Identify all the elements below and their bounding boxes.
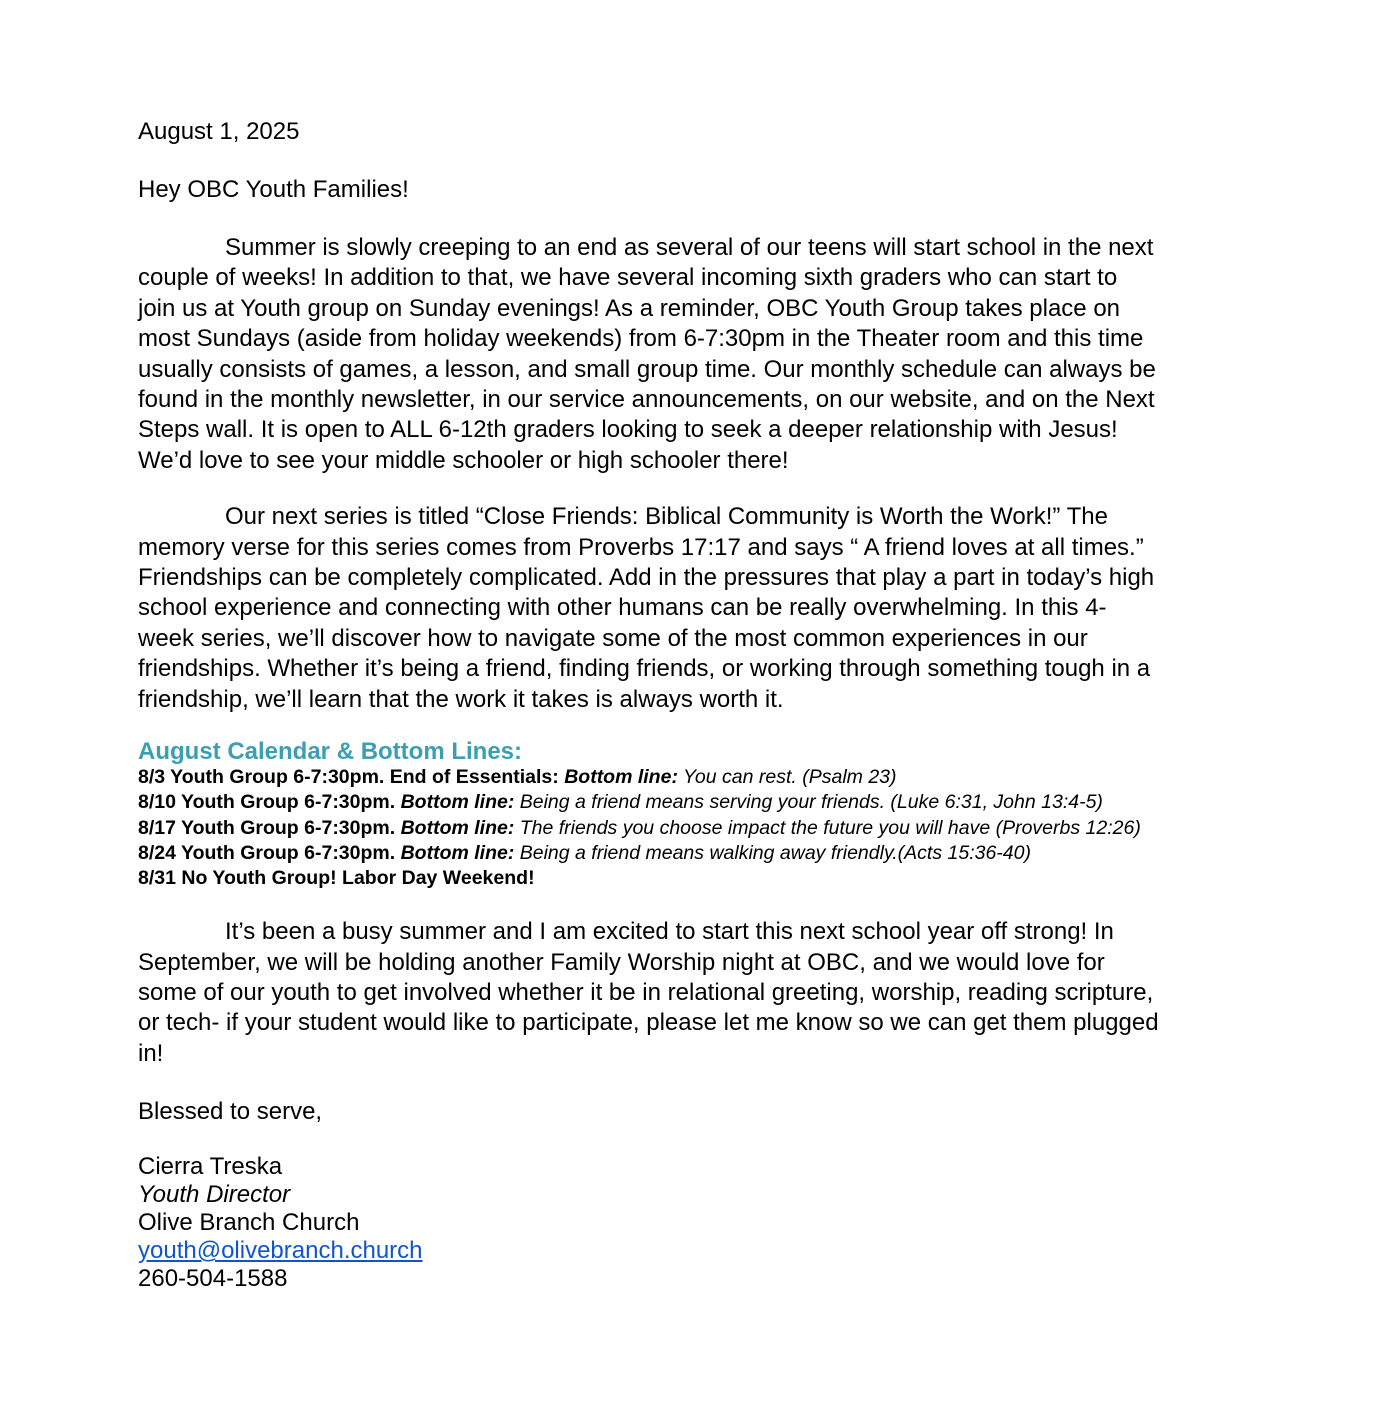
calendar-item-lead: 8/31 No Youth Group! Labor Day Weekend! (138, 866, 535, 889)
calendar-item (138, 765, 1278, 790)
calendar-item (138, 816, 1278, 841)
paragraph-line: found in the monthly newsletter, in our service announcements, on our website, and on the Next (138, 386, 1155, 414)
letter-closing: Blessed to serve, (138, 1098, 323, 1126)
calendar-list (138, 765, 1278, 891)
paragraph-line: Steps wall. It is open to ALL 6-12th graders looking to seek a deeper relationship with Jesus! (138, 416, 1118, 444)
paragraph-line: usually consists of games, a lesson, and small group time. Our monthly schedule can always be (138, 355, 1156, 383)
calendar-heading: August Calendar & Bottom Lines: (138, 738, 523, 766)
calendar-item (138, 841, 1278, 866)
paragraph-line: memory verse for this series comes from Proverbs 17:17 and says “ A friend loves at all times.” (138, 533, 1144, 561)
bottom-line-text: Being a friend means walking away friendly.(Acts 15:36-40) (514, 841, 1031, 864)
bottom-line-label: Bottom line: (400, 791, 515, 814)
bottom-line-label: Bottom line: (564, 766, 678, 789)
signature-title: Youth Director (138, 1181, 291, 1209)
paragraph-line: couple of weeks! In addition to that, we have several incoming sixth graders who can start to (138, 264, 1118, 292)
calendar-item (138, 790, 1278, 815)
letter-date: August 1, 2025 (138, 118, 300, 145)
calendar-item-lead: 8/10 Youth Group 6-7:30pm. (138, 791, 401, 814)
paragraph-intro (138, 233, 1278, 476)
bottom-line-text: Being a friend means serving your friends. (Luke 6:31, John 13:4-5) (514, 791, 1103, 814)
signature-phone: 260-504-1588 (138, 1265, 288, 1293)
paragraph-line: week series, we’ll discover how to navigate some of the most common experiences in our (138, 624, 1088, 652)
bottom-line-label: Bottom line: (400, 816, 515, 839)
letter (138, 117, 1278, 1293)
calendar-item-lead: 8/3 Youth Group 6-7:30pm. End of Essentials: (138, 766, 565, 789)
calendar-item-lead: 8/17 Youth Group 6-7:30pm. (138, 816, 401, 839)
bottom-line-text: The friends you choose impact the future you will have (Proverbs 12:26) (514, 816, 1141, 839)
signature-block (138, 1153, 1278, 1293)
paragraph-line: most Sundays (aside from holiday weekends) from 6-7:30pm in the Theater room and this time (138, 325, 1144, 353)
email-link[interactable]: youth@olivebranch.church (138, 1237, 423, 1265)
paragraph-line: school experience and connecting with other humans can be really overwhelming. In this 4- (138, 594, 1107, 622)
paragraph-line: We’d love to see your middle schooler or high schooler there! (138, 446, 789, 474)
paragraph-line: It’s been a busy summer and I am excited to start this next school year off strong! In (225, 918, 1114, 946)
bottom-line-text: You can rest. (Psalm 23) (677, 766, 897, 789)
paragraph-line: join us at Youth group on Sunday evenings! As a reminder, OBC Youth Group takes place on (138, 294, 1121, 322)
signature-organization: Olive Branch Church (138, 1209, 360, 1237)
calendar-item (138, 866, 1278, 891)
signature-name: Cierra Treska (138, 1153, 283, 1181)
calendar-item-lead: 8/24 Youth Group 6-7:30pm. (138, 841, 401, 864)
paragraph-line: September, we will be holding another Family Worship night at OBC, and we would love for (138, 948, 1105, 976)
paragraph-line: or tech- if your student would like to participate, please let me know so we can get them plugged (138, 1009, 1159, 1037)
paragraph-line: some of our youth to get involved whether it be in relational greeting, worship, reading scripture, (138, 978, 1154, 1006)
bottom-line-label: Bottom line: (400, 841, 515, 864)
paragraph-line: in! (138, 1039, 164, 1067)
paragraph-line: Our next series is titled “Close Friends: Biblical Community is Worth the Work!” The (225, 503, 1108, 531)
paragraph-line: friendships. Whether it’s being a friend, finding friends, or working through something tough in a (138, 655, 1151, 683)
letter-greeting: Hey OBC Youth Families! (138, 176, 409, 203)
paragraph-line: friendship, we’ll learn that the work it takes is always worth it. (138, 685, 784, 713)
paragraph-september (138, 917, 1278, 1069)
paragraph-line: Friendships can be completely complicated. Add in the pressures that play a part in today’s high (138, 564, 1155, 592)
paragraph-series (138, 502, 1278, 715)
paragraph-line: Summer is slowly creeping to an end as several of our teens will start school in the next (225, 234, 1154, 261)
